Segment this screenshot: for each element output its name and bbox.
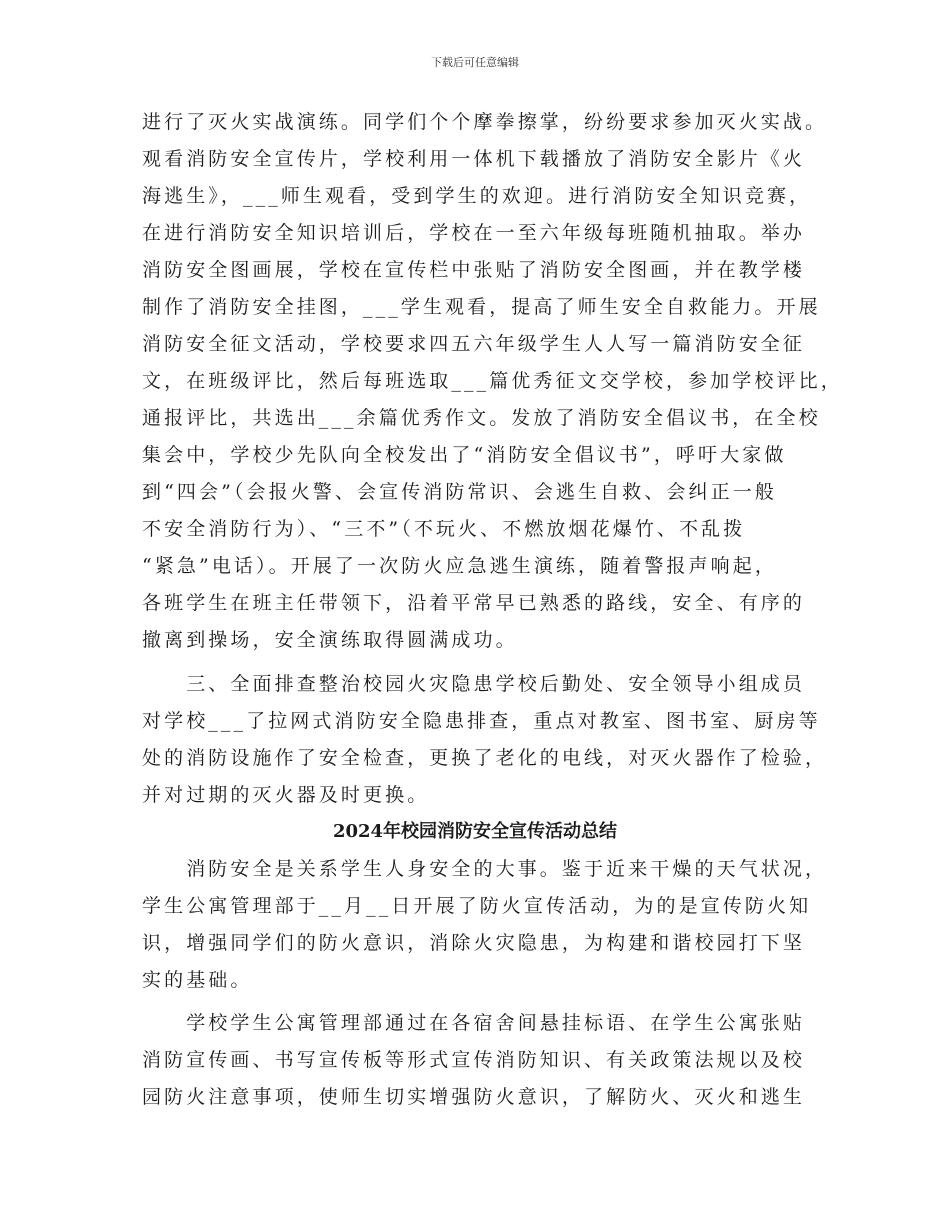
text-line: 通报评比，共选出___余篇优秀作文。发放了消防安全倡议书，在全校 <box>142 407 821 429</box>
text-line: 对学校___了拉网式消防安全隐患排查，重点对教室、图书室、厨房等 <box>142 710 821 732</box>
text-line: 学生公寓管理部于__月__日开展了防火宣传活动，为的是宣传防火知 <box>142 895 812 917</box>
text-line: 海逃生》，___师生观看，受到学生的欢迎。进行消防安全知识竞赛， <box>142 185 812 207</box>
text-line: 观看消防安全宣传片，学校利用一体机下载播放了消防安全影片《火 <box>142 148 806 170</box>
text-line: 撤离到操场，安全演练取得圆满成功。 <box>142 629 518 651</box>
text-line: 消防安全是关系学生人身安全的大事。鉴于近来干燥的天气状况， <box>142 858 828 880</box>
text-line: 识，增强同学们的防火意识，消除火灾隐患，为构建和谐校园打下坚 <box>142 932 806 954</box>
text-line: 三、全面排查整治校园火灾隐患学校后勤处、安全领导小组成员 <box>142 673 806 695</box>
section-heading: 2024年校园消防安全宣传活动总结 <box>332 821 618 842</box>
text-line: 实的基础。 <box>142 969 253 991</box>
text-line: 集会中，学校少先队向全校发出了“消防安全倡议书”，呼吁大家做 <box>142 444 787 466</box>
text-line: 在进行消防安全知识培训后，学校在一至六年级每班随机抽取。举办 <box>142 222 806 244</box>
text-line: 到“四会”（会报火警、会宣传消防常识、会逃生自救、会纠正一般 <box>142 481 777 503</box>
text-line: “紧急”电话）。开展了一次防火应急逃生演练，随着警报声响起， <box>142 555 777 577</box>
page-header-note: 下载后可任意编辑 <box>431 56 519 69</box>
text-line: 园防火注意事项，使师生切实增强防火意识，了解防火、灭火和逃生 <box>142 1086 806 1108</box>
text-line: 各班学生在班主任带领下，沿着平常早已熟悉的路线，安全、有序的 <box>142 592 806 614</box>
text-line: 文，在班级评比，然后每班选取___篇优秀征文交学校，参加学校评比， <box>142 370 843 392</box>
text-line: 学校学生公寓管理部通过在各宿舍间悬挂标语、在学生公寓张贴 <box>142 1012 806 1034</box>
text-line: 制作了消防安全挂图，___学生观看，提高了师生安全自救能力。开展 <box>142 296 821 318</box>
text-line: 消防宣传画、书写宣传板等形式宣传消防知识、有关政策法规以及校 <box>142 1049 806 1071</box>
text-line: 并对过期的灭火器及时更换。 <box>142 784 430 806</box>
text-line: 不安全消防行为）、“三不”（不玩火、不燃放烟花爆竹、不乱拨 <box>142 518 746 540</box>
text-line: 消防安全图画展，学校在宣传栏中张贴了消防安全图画，并在教学楼 <box>142 259 806 281</box>
text-line: 进行了灭火实战演练。同学们个个摩拳擦掌，纷纷要求参加灭火实战。 <box>142 111 828 133</box>
text-line: 消防安全征文活动，学校要求四五六年级学生人人写一篇消防安全征 <box>142 333 806 355</box>
text-line: 处的消防设施作了安全检查，更换了老化的电线，对灭火器作了检验， <box>142 747 828 769</box>
